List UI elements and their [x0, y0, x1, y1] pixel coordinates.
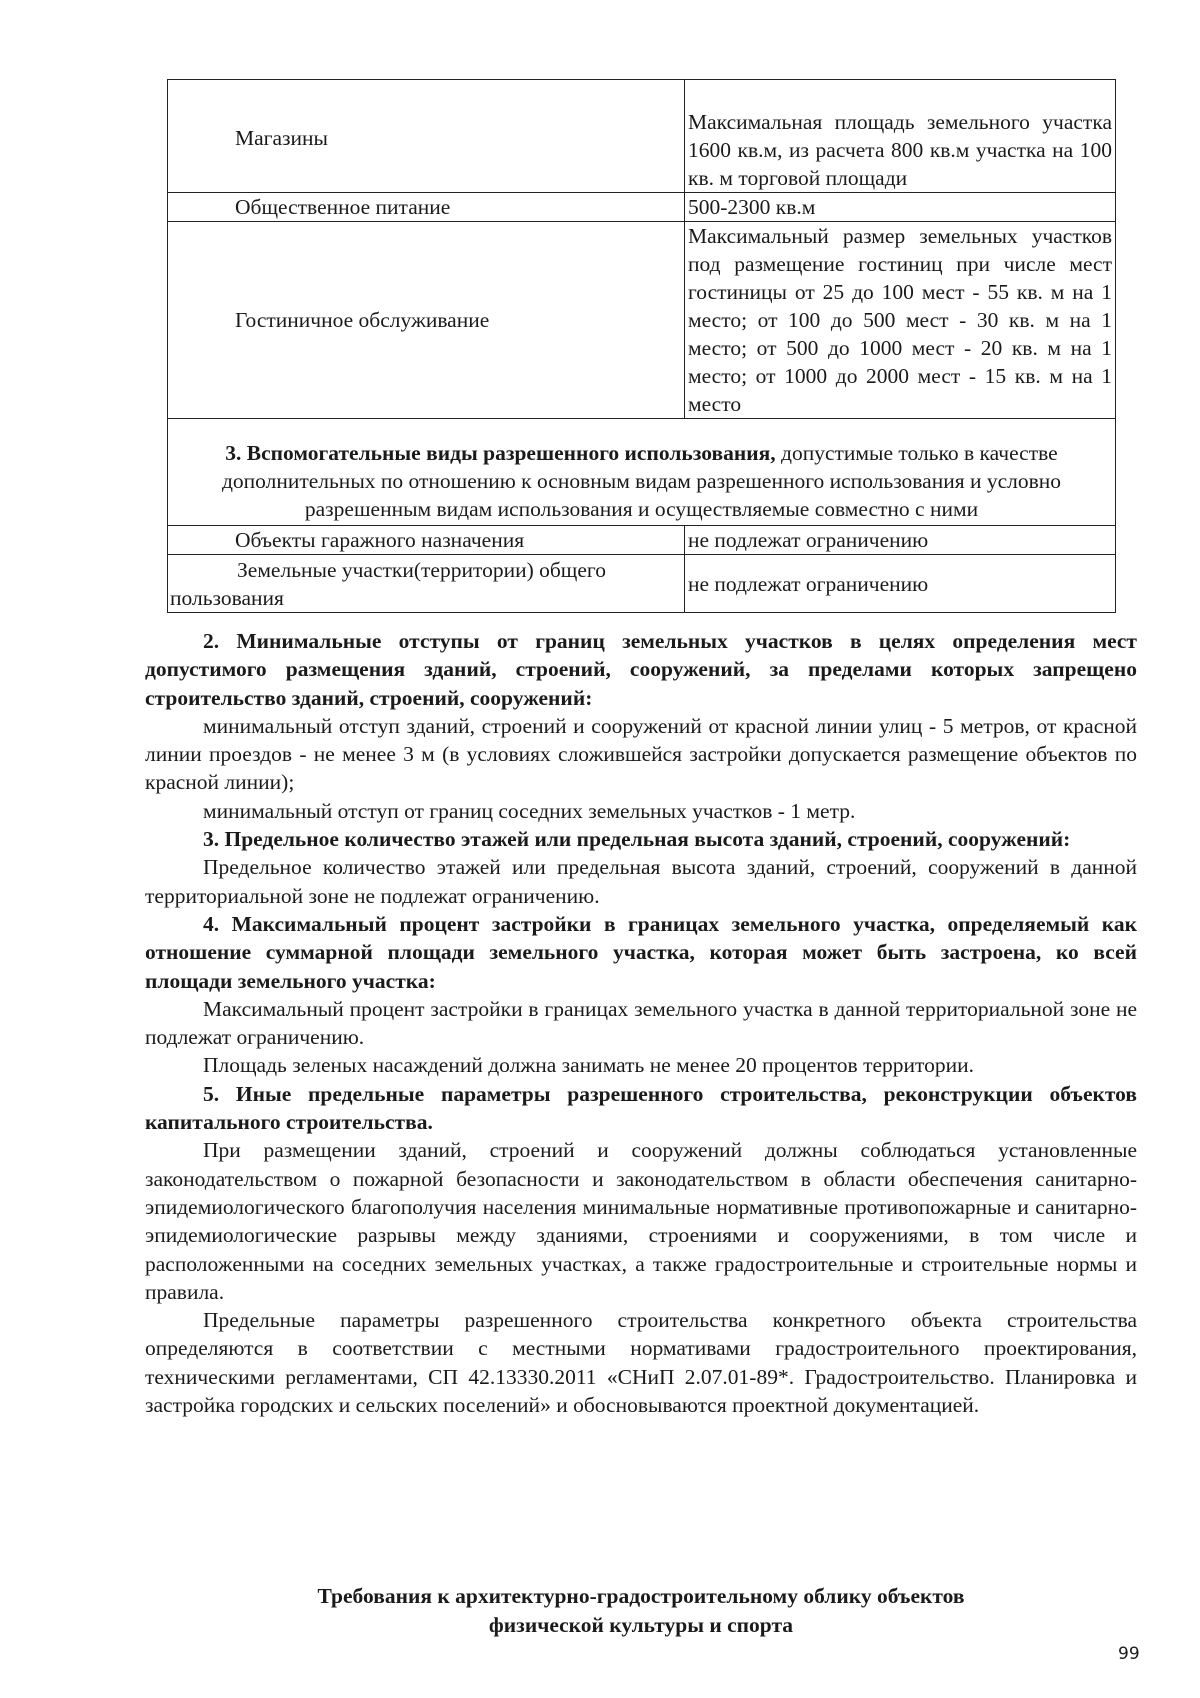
use-name: Земельные участки(территории) общего пользования — [168, 555, 685, 613]
use-name: Гостиничное обслуживание — [168, 222, 685, 419]
paragraph: Максимальный процент застройки в границах земельного участка в данной территориальной зоне не подлежат ограничению. — [145, 996, 1137, 1050]
section-header-row — [168, 419, 1116, 526]
auxiliary-uses-header — [168, 419, 1116, 526]
use-limit: не подлежат ограничению — [685, 526, 1116, 555]
use-name: Объекты гаражного назначения — [168, 526, 685, 555]
use-limit: Максимальная площадь земельного участка 1600 кв.м, из расчета 800 кв.м участка на 100 кв. м торговой площади — [685, 80, 1116, 193]
table-row — [168, 526, 1116, 555]
section-3-heading: 3. Предельное количество этажей или предельная высота зданий, строений, сооружений: — [203, 827, 1071, 852]
use-name: Общественное питание — [168, 193, 685, 222]
title-line: Требования к архитектурно-градостроительному облику объектов — [317, 1584, 965, 1608]
paragraph: минимальный отступ зданий, строений и сооружений от красной линии улиц - 5 метров, от красной линии проездов - не менее 3 м (в условиях сложившейся застройки допускается размещение объектов по красной линии); — [145, 713, 1137, 795]
paragraph: Предельные параметры разрешенного строительства конкретного объекта строительства определяются в соответствии с местными нормативами градостроительного проектирования, техническими регламентами, СП 42.13330.2011 «СНиП 2.07.01-89*. Градостроительство. Планировка и застройка городских и сельских поселений» и обосновываются проектной документацией. — [145, 1308, 1137, 1418]
table-row — [168, 555, 1116, 613]
section-4-heading: 4. Максимальный процент застройки в границах земельного участка, определяемый как отношение суммарной площади земельного участка, которая может быть застроена, ко всей площади земельного участка: — [145, 911, 1137, 993]
use-limit: 500-2300 кв.м — [685, 193, 1116, 222]
section-title: 3. Вспомогательные виды разрешенного использования, — [225, 441, 776, 465]
title-line: физической культуры и спорта — [488, 1612, 794, 1637]
table-row — [168, 222, 1116, 419]
land-use-table — [167, 79, 1116, 613]
paragraph: При размещении зданий, строений и сооружений должны соблюдаться установленные законодательством о пожарной безопасности и законодательством в области обеспечения санитарно-эпидемиологического благополучия населения минимальные нормативные противопожарные и санитарно-эпидемиологические разрывы между зданиями, строениями и сооружениями, в том числе и расположенными на соседних земельных участках, а также градостроительные и строительные нормы и правила. — [145, 1138, 1137, 1304]
table-row — [168, 80, 1116, 193]
document-body — [145, 627, 1137, 1419]
paragraph: Предельное количество этажей или предельная высота зданий, строений, сооружений в данной территориальной зоне не подлежат ограничению. — [145, 855, 1137, 908]
section-2-heading: 2. Минимальные отступы от границ земельных участков в целях определения мест допустимого размещения зданий, строений, сооружений, за пределами которых запрещено строительство зданий, строений, сооружений: — [145, 629, 1137, 710]
section-5-heading: 5. Иные предельные параметры разрешенного строительства, реконструкции объектов капитального строительства. — [145, 1081, 1137, 1135]
use-name: Магазины — [168, 80, 685, 193]
paragraph: минимальный отступ от границ соседних земельных участков - 1 метр. — [203, 798, 856, 823]
paragraph: Площадь зеленых насаждений должна занимать не менее 20 процентов территории. — [203, 1053, 975, 1078]
next-section-title — [145, 1582, 1137, 1639]
table-row — [168, 193, 1116, 222]
use-limit: не подлежат ограничению — [685, 555, 1116, 613]
section-description: допустимые только в качестве дополнительных по отношению к основным видам разрешенного использования и условно разрешенным видам использования и осуществляемые совместно с ними — [221, 441, 1062, 521]
use-limit: Максимальный размер земельных участков под размещение гостиниц при числе мест гостиницы от 25 до 100 мест - 55 кв. м на 1 место; от 100 до 500 мест - 30 кв. м на 1 место; от 500 до 1000 мест - 20 кв. м на 1 место; от 1000 до 2000 мест - 15 кв. м на 1 место — [685, 222, 1116, 419]
page-number: 99 — [1118, 1644, 1140, 1664]
